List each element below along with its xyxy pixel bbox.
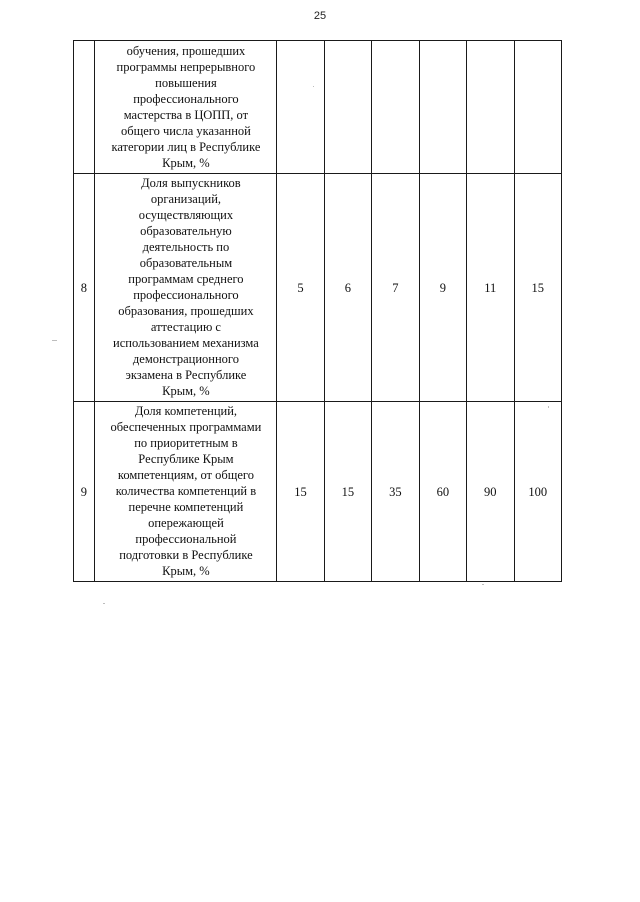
value-cell: 15	[514, 174, 562, 402]
value-cell: 6	[324, 174, 371, 402]
indicators-table	[73, 40, 562, 582]
value-cell: 15	[324, 402, 371, 582]
value-cell: 9	[419, 174, 466, 402]
scan-speck	[313, 86, 314, 87]
table-row	[74, 174, 562, 402]
value-cell: 100	[514, 402, 562, 582]
value-cell	[514, 41, 562, 174]
row-number-cell: 8	[74, 174, 95, 402]
value-cell: 90	[467, 402, 514, 582]
row-number-cell: 9	[74, 402, 95, 582]
indicator-description-cell	[94, 174, 277, 402]
scan-speck	[548, 406, 549, 408]
indicator-description-text: Доля выпускников организаций, осуществляющих образовательную деятельность по образовательным программам среднего профессионального образования, прошедших аттестацию с использованием механизма демонстрационного экзамена в Республике Крым, %	[113, 176, 259, 398]
scan-speck	[103, 603, 105, 604]
scan-speck	[482, 584, 484, 585]
row-number-cell	[74, 41, 95, 174]
value-cell	[324, 41, 371, 174]
value-cell	[419, 41, 466, 174]
table-row	[74, 41, 562, 174]
value-cell: 7	[372, 174, 419, 402]
scan-speck	[52, 340, 57, 341]
value-cell	[277, 41, 324, 174]
value-cell: 60	[419, 402, 466, 582]
value-cell	[467, 41, 514, 174]
value-cell: 15	[277, 402, 324, 582]
value-cell: 35	[372, 402, 419, 582]
table-row	[74, 402, 562, 582]
value-cell: 5	[277, 174, 324, 402]
indicator-description-cell: обучения, прошедших программы непрерывного повышения профессионального мастерства в ЦОПП, от общего числа указанной категории лиц в Республике Крым, %	[94, 41, 277, 174]
value-cell	[372, 41, 419, 174]
value-cell: 11	[467, 174, 514, 402]
indicator-description-cell: Доля компетенций, обеспеченных программами по приоритетным в Республике Крым компетенциям, от общего количества компетенций в перечне компетенций опережающей профессиональной подготовки в Республике Крым, %	[94, 402, 277, 582]
page-number: 25	[313, 10, 327, 22]
